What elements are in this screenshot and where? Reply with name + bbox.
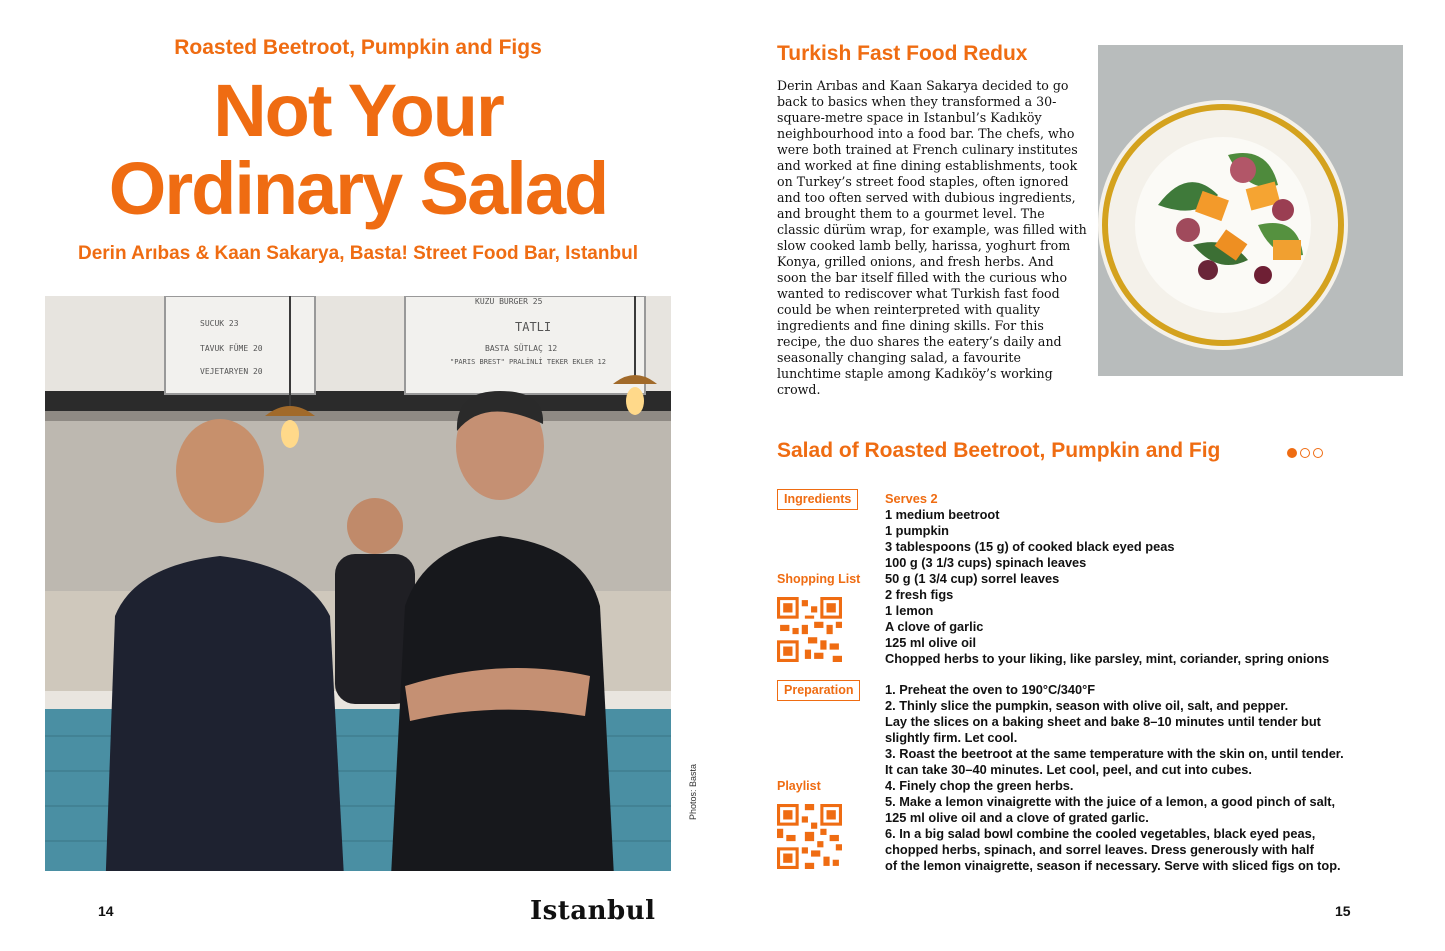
- page-number-right: 15: [1335, 903, 1351, 919]
- photo-credit: Photos: Basta: [688, 763, 698, 820]
- ingredient-item: A clove of garlic: [885, 619, 984, 634]
- preparation-line: It can take 30–40 minutes. Let cool, peel, and cut into cubes.: [885, 762, 1252, 777]
- preparation-tag: Preparation: [777, 680, 860, 701]
- ingredient-item: 3 tablespoons (15 g) of cooked black eyed peas: [885, 539, 1175, 554]
- chefs-photo: [45, 296, 671, 871]
- preparation-line: 3. Roast the beetroot at the same temperature with the skin on, until tender.: [885, 746, 1344, 761]
- preparation-line: 5. Make a lemon vinaigrette with the juice of a lemon, a good pinch of salt,: [885, 794, 1336, 809]
- menu-board-right-line-1: BASTA SÜTLAÇ 12: [485, 344, 558, 353]
- difficulty-dot-filled: [1287, 448, 1297, 458]
- salad-photo: [1098, 45, 1403, 376]
- ingredient-item: 125 ml olive oil: [885, 635, 977, 650]
- ingredients-tag: Ingredients: [777, 489, 858, 510]
- ingredient-item: 50 g (1 3/4 cup) sorrel leaves: [885, 571, 1060, 586]
- menu-board-right-top: KUZU BURGER 25: [475, 297, 543, 306]
- preparation-line: 1. Preheat the oven to 190°C/340°F: [885, 682, 1096, 697]
- preparation-line: 6. In a big salad bowl combine the cooled vegetables, black eyed peas,: [885, 826, 1316, 841]
- ingredient-item: 1 lemon: [885, 603, 934, 618]
- ingredient-item: 100 g (3 1/3 cups) spinach leaves: [885, 555, 1087, 570]
- menu-board-left-line-1: SUCUK 23: [200, 319, 239, 328]
- difficulty-indicator: [1287, 448, 1323, 458]
- recipe-title: Salad of Roasted Beetroot, Pumpkin and Fig: [777, 439, 1221, 462]
- kicker: Roasted Beetroot, Pumpkin and Figs: [174, 36, 542, 59]
- difficulty-dot-empty: [1300, 448, 1310, 458]
- ingredients-list: [885, 491, 1329, 667]
- menu-board-right-title: TATLI: [515, 320, 552, 334]
- preparation-line: slightly firm. Let cool.: [885, 730, 1018, 745]
- shopping-list-qr-code-icon[interactable]: [777, 597, 842, 662]
- preparation-line: 125 ml olive oil and a clove of grated garlic.: [885, 810, 1149, 825]
- ingredient-item: Chopped herbs to your liking, like parsley, mint, coriander, spring onions: [885, 651, 1330, 666]
- menu-board-right-line-2: "PARIS BREST" PRALİNLİ TEKER EKLER 12: [450, 358, 606, 366]
- difficulty-dot-empty: [1313, 448, 1323, 458]
- menu-board-left-line-3: VEJETARYEN 20: [200, 367, 263, 376]
- shopping-list-label: Shopping List: [777, 572, 861, 586]
- preparation-line: Lay the slices on a baking sheet and bake 8–10 minutes until tender but: [885, 714, 1321, 729]
- preparation-line: of the lemon vinaigrette, season if necessary. Serve with sliced figs on top.: [885, 858, 1341, 873]
- byline: Derin Arıbas & Kaan Sakarya, Basta! Street Food Bar, Istanbul: [78, 243, 638, 264]
- page-title: [45, 69, 671, 230]
- title-line-1: Not Your: [213, 69, 503, 152]
- intro-text: [777, 78, 1087, 398]
- ingredient-item: 1 medium beetroot: [885, 507, 1000, 522]
- page-number-left: 14: [98, 903, 114, 919]
- serves-label: Serves 2: [885, 491, 938, 506]
- menu-board-left-line-2: TAVUK FÜME 20: [200, 344, 263, 353]
- playlist-qr-code-icon[interactable]: [777, 804, 842, 869]
- playlist-label: Playlist: [777, 779, 821, 793]
- ingredient-item: 1 pumpkin: [885, 523, 949, 538]
- istanbul-logo: Istanbul: [530, 896, 656, 926]
- title-line-2: Ordinary Salad: [108, 147, 608, 230]
- intro-paragraph: Derin Arıbas and Kaan Sakarya decided to go back to basics when they transformed a 30-square-metre space in Istanbul’s Kadıköy neighbourhood into a food bar. The chefs, who were both trained at French culinary institutes and worked at fine dining establishments, took on Turkey’s street food staples, often ignored and too often served with dubious ingredients, and brought them to a gourmet level. The classic dürüm wrap, for example, was filled with slow cooked lamb belly, harissa, yoghurt from Konya, grilled onions, and fresh herbs. And soon the bar itself filled with the curious who wanted to rediscover what Turkish fast food could be when reinterpreted with quality ingredients and fine dining skills. For this recipe, the duo shares the eatery’s daily and seasonally changing salad, a favourite lunchtime staple among Kadıköy’s working crowd.: [777, 78, 1087, 397]
- preparation-line: 4. Finely chop the green herbs.: [885, 778, 1074, 793]
- section-title: Turkish Fast Food Redux: [777, 42, 1028, 65]
- preparation-line: 2. Thinly slice the pumpkin, season with olive oil, salt, and pepper.: [885, 698, 1289, 713]
- preparation-line: chopped herbs, spinach, and sorrel leaves. Dress generously with half: [885, 842, 1314, 857]
- ingredient-item: 2 fresh figs: [885, 587, 954, 602]
- preparation-steps: [885, 682, 1344, 874]
